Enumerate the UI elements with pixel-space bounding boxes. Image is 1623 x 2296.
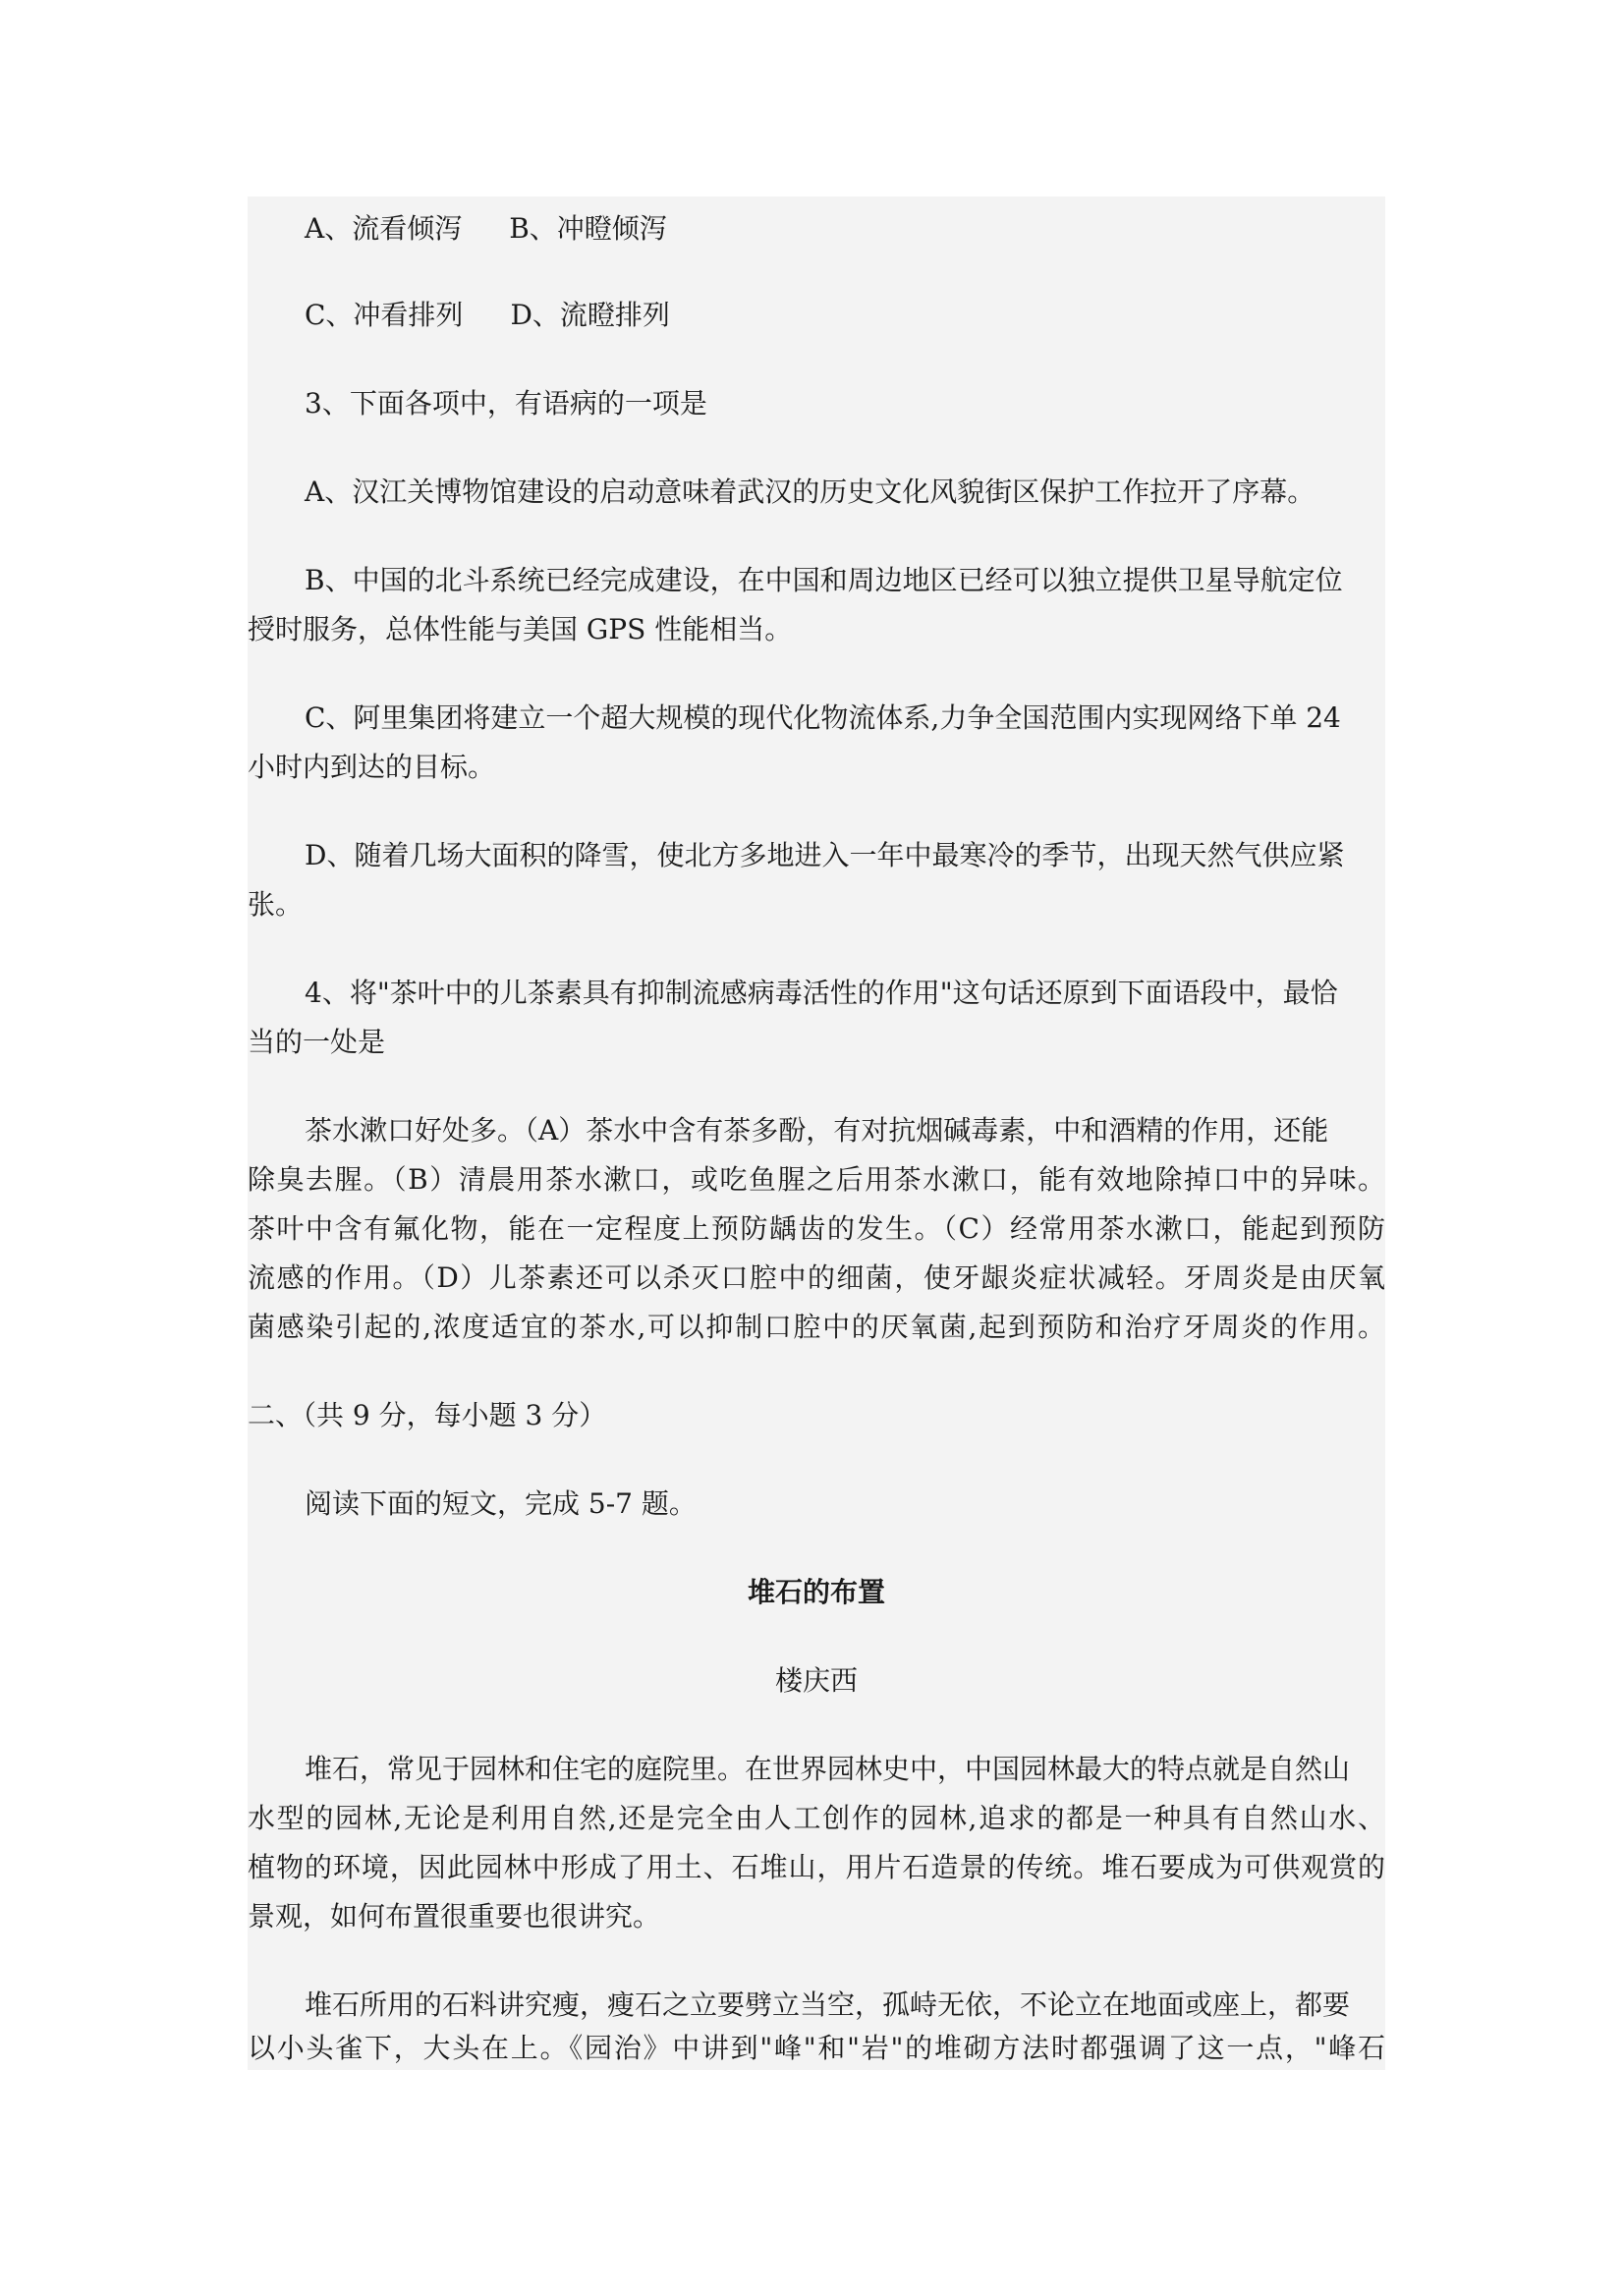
article-paragraph-1-line-1: 堆石，常见于园林和住宅的庭院里。在世界园林史中，中国园林最大的特点就是自然山 — [305, 1753, 1351, 1785]
question-4-passage-line-3: 茶叶中含有氟化物，能在一定程度上预防龋齿的发生。（C）经常用茶水漱口，能起到预防 — [248, 1212, 1385, 1245]
article-paragraph-1-line-4: 景观，如何布置很重要也很讲究。 — [248, 1900, 661, 1932]
section-2-heading: 二、（共 9 分，每小题 3 分） — [248, 1399, 607, 1431]
article-author: 楼庆西 — [774, 1664, 858, 1697]
option-d: D、流瞪排列 — [510, 299, 670, 331]
article-paragraph-2-line-1: 堆石所用的石料讲究瘦，瘦石之立要劈立当空，孤峙无依，不论立在地面或座上，都要 — [305, 1988, 1351, 2021]
question-4-passage-line-5: 菌感染引起的,浓度适宜的茶水,可以抑制口腔中的厌氧菌,起到预防和治疗牙周炎的作用。 — [248, 1311, 1385, 1343]
option-row-1 — [305, 204, 667, 253]
option-b: B、冲瞪倾泻 — [509, 212, 667, 245]
question-3-option-c-line-1: C、阿里集团将建立一个超大规模的现代化物流体系,力争全国范围内实现网络下单 24 — [305, 701, 1341, 734]
section-2-instruction: 阅读下面的短文，完成 5-7 题。 — [305, 1487, 697, 1520]
question-3-option-c-line-2: 小时内到达的目标。 — [248, 751, 496, 783]
article-paragraph-2-line-2: 以小头雀下，大头在上。《园治》中讲到"峰"和"岩"的堆砌方法时都强调了这一点，"峰石 — [248, 2032, 1385, 2064]
question-4-passage-line-4: 流感的作用。（D）儿茶素还可以杀灭口腔中的细菌，使牙龈炎症状减轻。牙周炎是由厌氧 — [248, 1261, 1385, 1294]
question-3-option-d-line-1: D、随着几场大面积的降雪，使北方多地进入一年中最寒冷的季节，出现天然气供应紧 — [305, 839, 1345, 871]
article-paragraph-1-line-2: 水型的园林,无论是利用自然,还是完全由人工创作的园林,追求的都是一种具有自然山水、 — [248, 1802, 1385, 1834]
question-4-stem-line-1: 4、将"茶叶中的儿茶素具有抑制流感病毒活性的作用"这句话还原到下面语段中，最恰 — [305, 977, 1338, 1009]
article-paragraph-1-line-3: 植物的环境，因此园林中形成了用土、石堆山，用片石造景的传统。堆石要成为可供观赏的 — [248, 1851, 1385, 1883]
question-3-option-a: A、汉江关博物馆建设的启动意味着武汉的历史文化风貌街区保护工作拉开了序幕。 — [305, 476, 1315, 508]
question-3-option-b-line-2: 授时服务，总体性能与美国 GPS 性能相当。 — [248, 613, 793, 645]
question-4-passage-line-2: 除臭去腥。（B）清晨用茶水漱口，或吃鱼腥之后用茶水漱口，能有效地除掉口中的异味。 — [248, 1163, 1385, 1196]
option-row-2 — [305, 291, 670, 340]
document-body — [248, 196, 1385, 2070]
question-3-option-b-line-1: B、中国的北斗系统已经完成建设，在中国和周边地区已经可以独立提供卫星导航定位 — [305, 564, 1343, 596]
question-3-option-d-line-2: 张。 — [248, 888, 304, 921]
question-3-stem: 3、下面各项中，有语病的一项是 — [305, 387, 707, 420]
option-a: A、流看倾泻 — [305, 212, 463, 245]
option-c: C、冲看排列 — [305, 299, 464, 331]
article-title: 堆石的布置 — [747, 1576, 885, 1608]
question-4-stem-line-2: 当的一处是 — [248, 1026, 386, 1058]
question-4-passage-line-1: 茶水漱口好处多。（A）茶水中含有茶多酚，有对抗烟碱毒素，中和酒精的作用，还能 — [305, 1114, 1329, 1147]
